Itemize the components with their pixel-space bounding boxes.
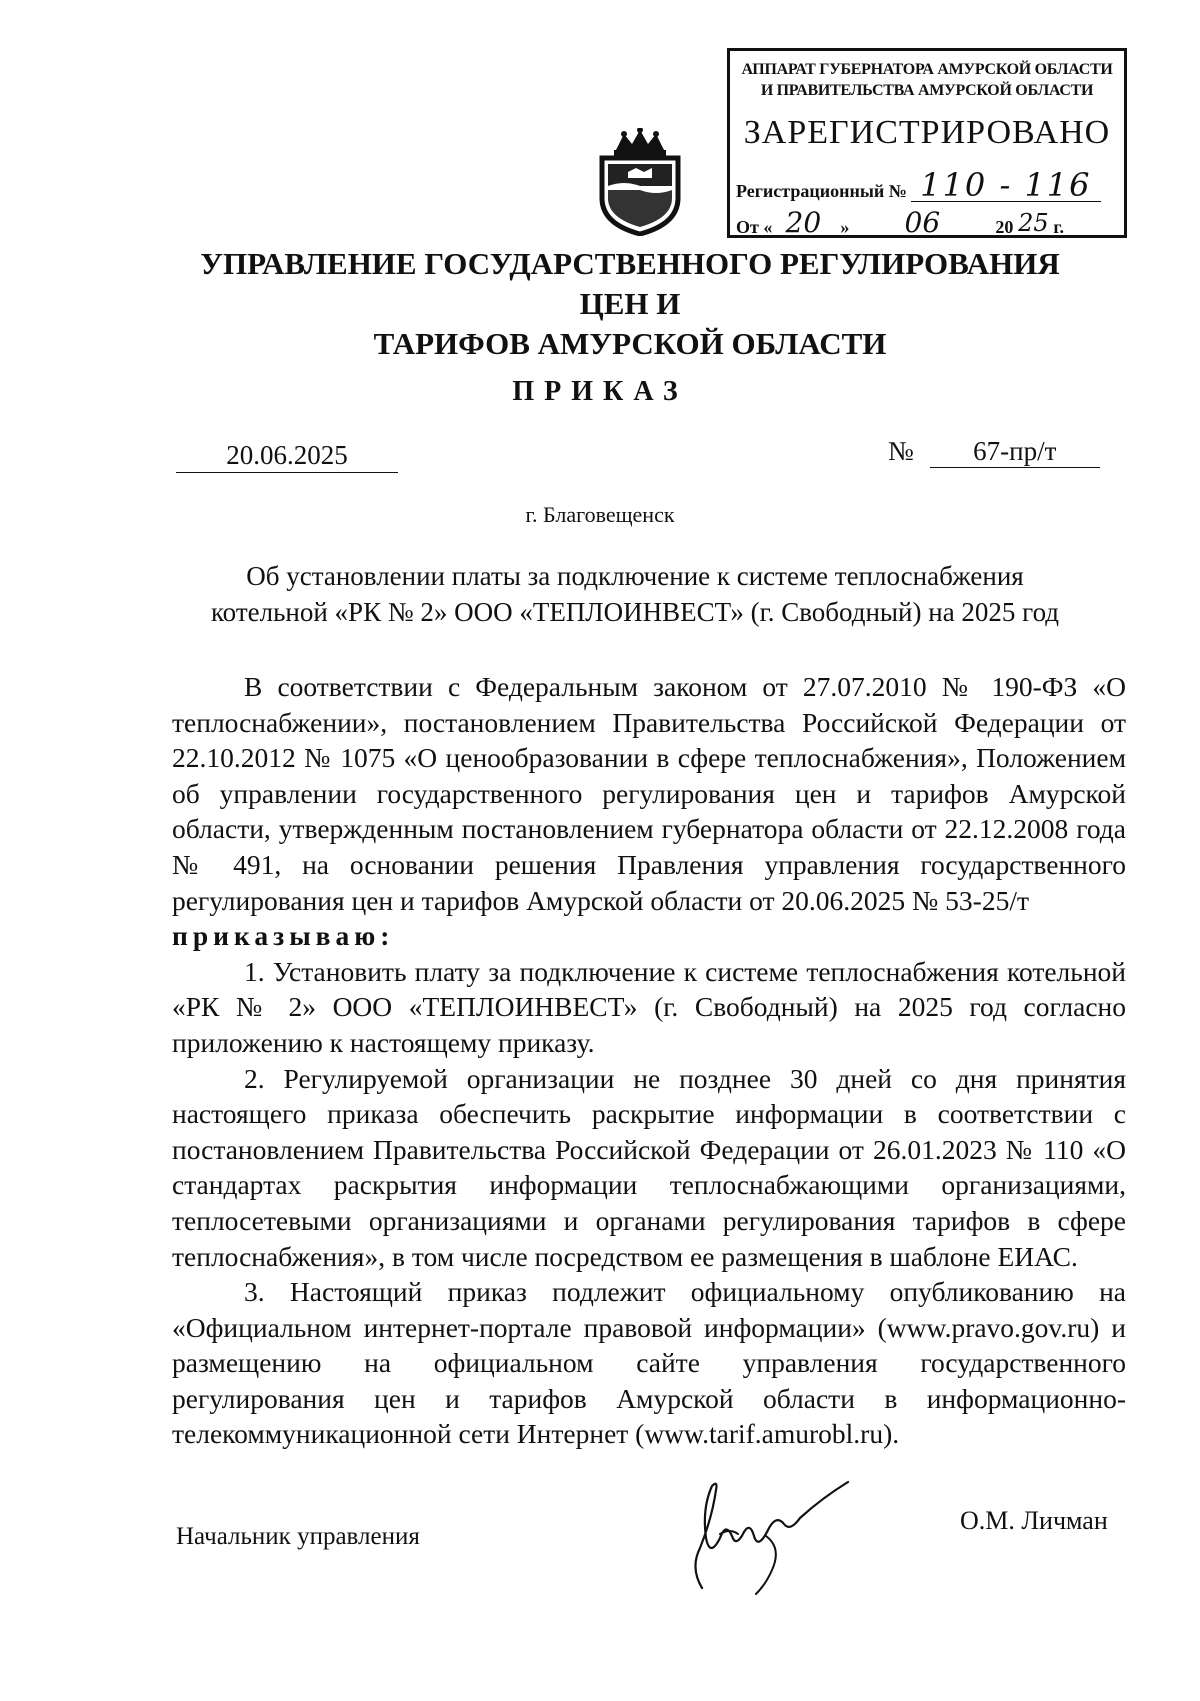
order-word: приказываю: xyxy=(172,920,395,952)
authority-line2: ТАРИФОВ АМУРСКОЙ ОБЛАСТИ xyxy=(373,326,887,361)
document-body xyxy=(172,669,1126,1452)
signatory-title: Начальник управления xyxy=(176,1523,420,1550)
stamp-date-line xyxy=(736,206,1064,239)
stamp-date-day: 20 xyxy=(772,209,834,238)
subject-line1: Об установлении платы за подключение к системе теплоснабжения xyxy=(246,561,1024,591)
coat-of-arms-icon xyxy=(594,128,686,236)
document-number-line xyxy=(888,436,1100,468)
preamble-paragraph: В соответствии с Федеральным законом от 27.07.2010 № 190-ФЗ «О теплоснабжении», постановлением Правительства Российской Федерации от 22.10.2012 № 1075 «О ценообразовании в сфере теплоснабжения», Положением об управлении государственного регулирования цен и тарифов Амурской области, утвержденным постановлением губернатора области от 22.12.2008 года № 491, на основании решения Правления управления государственного регулирования цен и тарифов Амурской области от 20.06.2025 № 53-25/т xyxy=(172,671,1126,916)
order-item-3: 3. Настоящий приказ подлежит официальному опубликованию на «Официальном интернет-портале правовой информации» (www.pravo.gov.ru) и размещению на официальном сайте управления государственного регулирования цен и тарифов Амурской области в информационно-телекоммуникационной сети Интернет (www.tarif.amurobl.ru). xyxy=(172,1276,1126,1450)
stamp-registration-number-line xyxy=(736,166,1101,204)
authority-line1: УПРАВЛЕНИЕ ГОСУДАРСТВЕННОГО РЕГУЛИРОВАНИЯ ЦЕН И xyxy=(200,246,1060,321)
stamp-reg-number: 110 - 116 xyxy=(911,169,1101,202)
document-date: 20.06.2025 xyxy=(176,440,398,473)
order-item-1: 1. Установить плату за подключение к системе теплоснабжения котельной «РК № 2» ООО «ТЕПЛОИНВЕСТ» (г. Свободный) на 2025 год согласно приложению к настоящему приказу. xyxy=(172,955,1126,1058)
stamp-date-month: 06 xyxy=(853,209,991,238)
stamp-date-year-suffix: 25 xyxy=(1013,209,1053,238)
stamp-date-prefix: От « xyxy=(736,217,773,237)
document-number: 67-пр/т xyxy=(930,436,1100,468)
subject-line2: котельной «РК № 2» ООО «ТЕПЛОИНВЕСТ» (г. Свободный) на 2025 год xyxy=(210,597,1060,627)
order-item-2: 2. Регулируемой организации не позднее 30 дней со дня принятия настоящего приказа обеспечить раскрытие информации в соответствии с постановлением Правительства Российской Федерации от 26.01.2023 № 110 «О стандартах раскрытия информации теплоснабжающими организациями, теплосетевыми организациями и органами регулирования тарифов в сфере теплоснабжения», в том числе посредством ее размещения в шаблоне ЕИАС. xyxy=(172,1062,1126,1272)
stamp-reg-label: Регистрационный № xyxy=(736,181,907,201)
registration-stamp xyxy=(727,48,1127,238)
stamp-registered-label: ЗАРЕГИСТРИРОВАНО xyxy=(743,114,1111,151)
document-number-label: № xyxy=(888,436,914,466)
issuing-authority xyxy=(170,244,1090,364)
stamp-org-line1: АППАРАТ ГУБЕРНАТОРА АМУРСКОЙ ОБЛАСТИ xyxy=(741,61,1113,78)
stamp-date-year-prefix: 20 xyxy=(995,217,1014,237)
handwritten-signature xyxy=(672,1478,862,1598)
stamp-organization xyxy=(730,59,1124,101)
stamp-date-year-end: г. xyxy=(1053,217,1064,237)
stamp-org-line2: И ПРАВИТЕЛЬСТВА АМУРСКОЙ ОБЛАСТИ xyxy=(760,82,1094,99)
stamp-date-mid: » xyxy=(840,217,850,237)
document-type-title: ПРИКАЗ xyxy=(512,376,688,407)
signatory-name: О.М. Личман xyxy=(960,1506,1108,1535)
document-city: г. Благовещенск xyxy=(525,502,675,527)
document-subject xyxy=(170,558,1100,630)
